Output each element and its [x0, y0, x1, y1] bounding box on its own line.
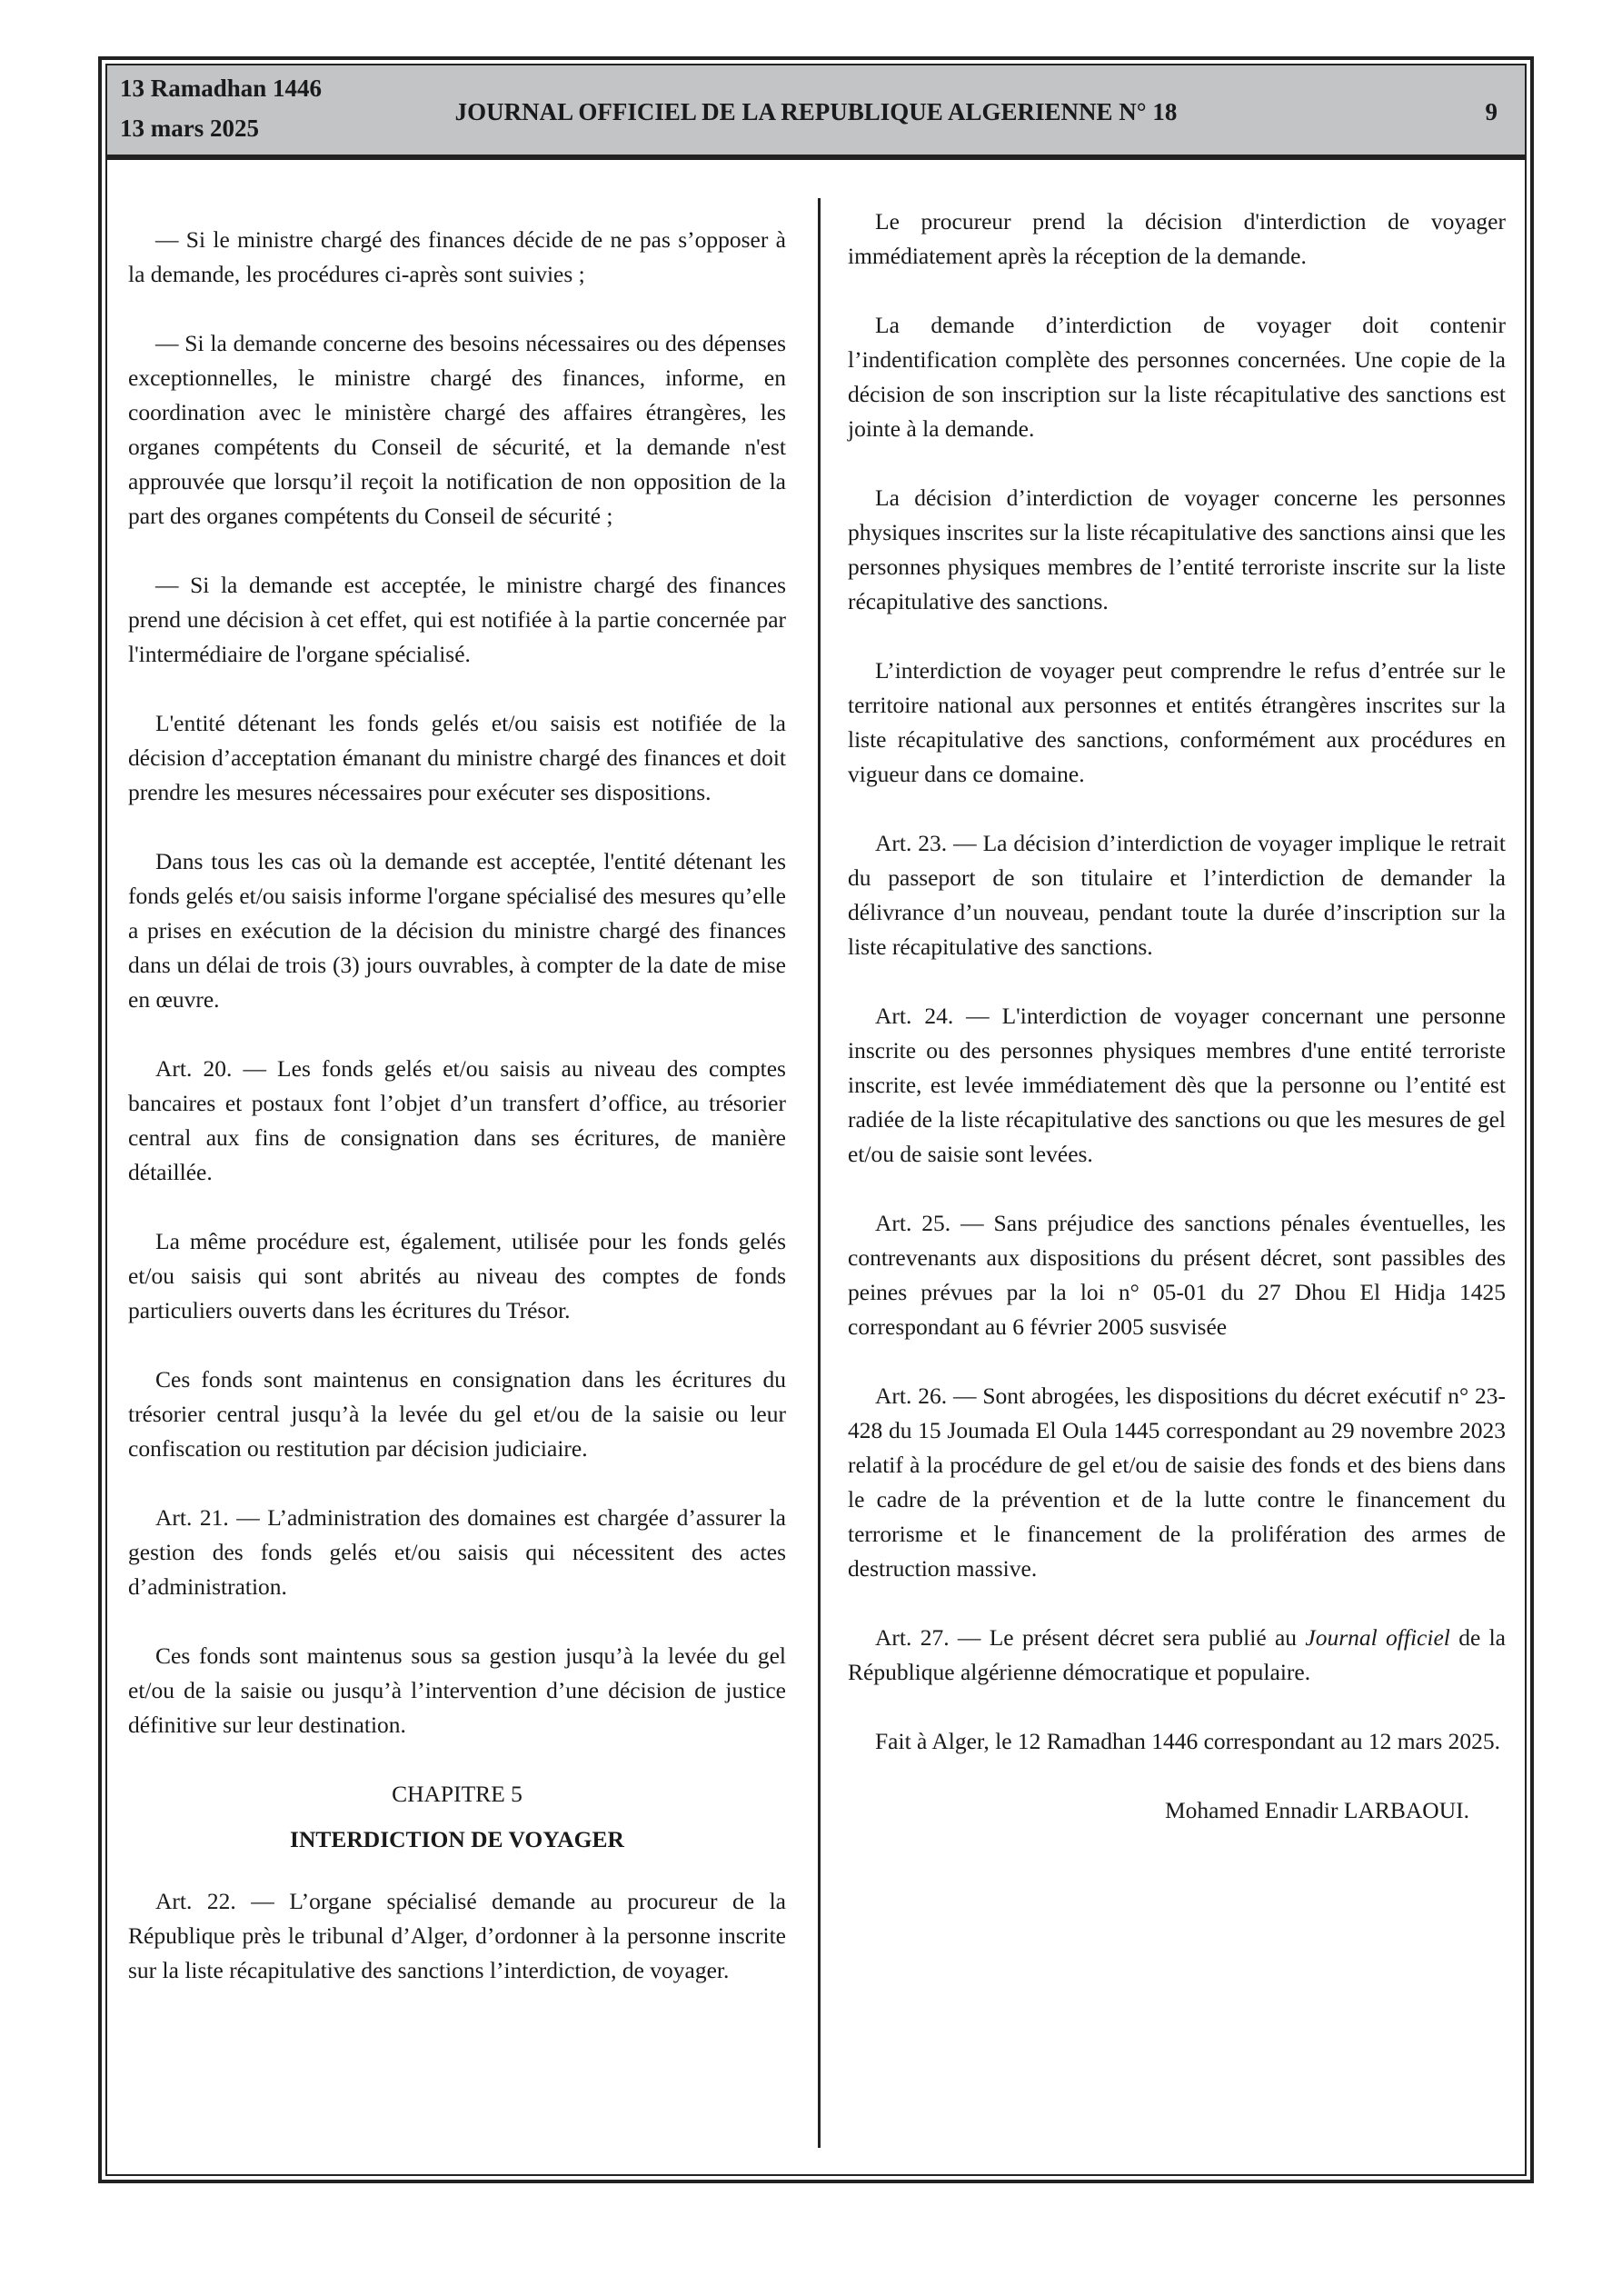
journal-officiel-italic: Journal officiel — [1305, 1624, 1450, 1651]
header-hijri-date: 13 Ramadhan 1446 — [120, 75, 323, 102]
left-column — [128, 223, 786, 2022]
art27-text: Art. 27. — Le présent décret sera publié au — [875, 1624, 1306, 1651]
art27-text-end: de la République algérienne démocratique et populaire. — [848, 1624, 1506, 1685]
paragraph: La demande d’interdiction de voyager doit contenir l’indentification complète des personnes concernées. Une copie de la décision de son inscription sur la liste récapitulative des sanctions est jointe à la demande. — [848, 312, 1506, 442]
paragraph: Ces fonds sont maintenus sous sa gestion jusqu’à la levée du gel et/ou de la saisie ou jusqu’à l’intervention d’une décision de justice définitive sur leur destination. — [128, 1642, 786, 1738]
paragraph-art-25: Art. 25. — Sans préjudice des sanctions pénales éventuelles, les contrevenants aux dispositions du présent décret, sont passibles des peines prévues par la loi n° 05-01 du 27 Dhou El Hidja 1425 correspondant au 6 février 2005 susvisée — [848, 1210, 1506, 1340]
closing-statement: Fait à Alger, le 12 Ramadhan 1446 correspondant au 12 mars 2025. — [875, 1728, 1501, 1754]
paragraph-art-26: Art. 26. — Sont abrogées, les dispositions du décret exécutif n° 23-428 du 15 Joumada El Oula 1445 correspondant au 29 novembre 2023 relatif à la procédure de gel et/ou de saisie des fonds et des biens dans le cadre de la prévention et de la lutte contre le financement du terrorisme et le financement de la prolifération des armes de destruction massive. — [848, 1383, 1506, 1582]
right-column — [848, 205, 1506, 1862]
paragraph-art-27 — [848, 1621, 1506, 1690]
paragraph-art-22: Art. 22. — L’organe spécialisé demande au procureur de la République près le tribunal d’Alger, d’ordonner à la personne inscrite sur la liste récapitulative des sanctions l’interdiction, de voyager. — [128, 1888, 786, 1983]
paragraph: — Si le ministre chargé des finances décide de ne pas s’opposer à la demande, les procédures ci-après sont suivies ; — [128, 226, 786, 287]
paragraph-art-21: Art. 21. — L’administration des domaines est chargée d’assurer la gestion des fonds gelés et/ou saisis qui nécessitent des actes d’administration. — [128, 1504, 786, 1600]
page-number: 9 — [1485, 98, 1498, 125]
paragraph-art-24: Art. 24. — L'interdiction de voyager concernant une personne inscrite ou des personnes physiques membres d'une entité terroriste inscrite, est levée immédiatement dès que la personne ou l’entité est radiée de la liste récapitulative des sanctions ou que les mesures de gel et/ou de saisie sont levées. — [848, 1003, 1506, 1167]
paragraph: — Si la demande concerne des besoins nécessaires ou des dépenses exceptionnelles, le ministre chargé des finances, informe, en coordination avec le ministère chargé des affaires étrangères, les organes compétents du Conseil de sécurité, et la demande n'est approuvée que lorsqu’il reçoit la notification de non opposition de la part des organes compétents du Conseil de sécurité ; — [128, 330, 786, 529]
page-header — [107, 65, 1525, 160]
paragraph: Le procureur prend la décision d'interdiction de voyager immédiatement après la réception de la demande. — [848, 208, 1506, 269]
paragraph: L’interdiction de voyager peut comprendre le refus d’entrée sur le territoire national aux personnes et entités étrangères inscrites sur la liste récapitulative des sanctions, conformément aux procédures en vigueur dans ce domaine. — [848, 657, 1506, 787]
chapter-title: INTERDICTION DE VOYAGER — [290, 1826, 624, 1852]
paragraph: Ces fonds sont maintenus en consignation dans les écritures du trésorier central jusqu’à la levée du gel et/ou de la saisie ou leur confiscation ou restitution par décision judiciaire. — [128, 1366, 786, 1462]
header-title: JOURNAL OFFICIEL DE LA REPUBLIQUE ALGERIENNE N° 18 — [454, 98, 1178, 125]
signature: Mohamed Ennadir LARBAOUI. — [1165, 1797, 1469, 1823]
paragraph: La décision d’interdiction de voyager concerne les personnes physiques inscrites sur la liste récapitulative des sanctions ainsi que les personnes physiques membres de l’entité terroriste inscrite sur la liste récapitulative des sanctions. — [848, 484, 1506, 614]
paragraph-art-20: Art. 20. — Les fonds gelés et/ou saisis au niveau des comptes bancaires et postaux font l’objet d’un transfert d’office, au trésorier central aux fins de consignation dans ses écritures, de manière détaillée. — [128, 1055, 786, 1185]
header-date: 13 mars 2025 — [120, 115, 259, 142]
paragraph: L'entité détenant les fonds gelés et/ou saisis est notifiée de la décision d’acceptation émanant du ministre chargé des finances et doit prendre les mesures nécessaires pour exécuter ses dispositions. — [128, 710, 786, 805]
paragraph-art-23: Art. 23. — La décision d’interdiction de voyager implique le retrait du passeport de son titulaire et l’interdiction de demander la délivrance d’un nouveau, pendant toute la durée d’inscription sur la liste récapitulative des sanctions. — [848, 830, 1506, 960]
column-divider — [818, 198, 821, 2148]
chapter-label: CHAPITRE 5 — [392, 1781, 522, 1807]
paragraph: — Si la demande est acceptée, le ministre chargé des finances prend une décision à cet effet, qui est notifiée à la partie concernée par l'intermédiaire de l'organe spécialisé. — [128, 572, 786, 667]
paragraph: Dans tous les cas où la demande est acceptée, l'entité détenant les fonds gelés et/ou saisis informe l'organe spécialisé des mesures qu’elle a prises en exécution de la décision du ministre chargé des finances dans un délai de trois (3) jours ouvrables, à compter de la date de mise en œuvre. — [128, 848, 786, 1013]
paragraph: La même procédure est, également, utilisée pour les fonds gelés et/ou saisis qui sont abrités au niveau des comptes de fonds particuliers ouverts dans les écritures du Trésor. — [128, 1228, 786, 1323]
